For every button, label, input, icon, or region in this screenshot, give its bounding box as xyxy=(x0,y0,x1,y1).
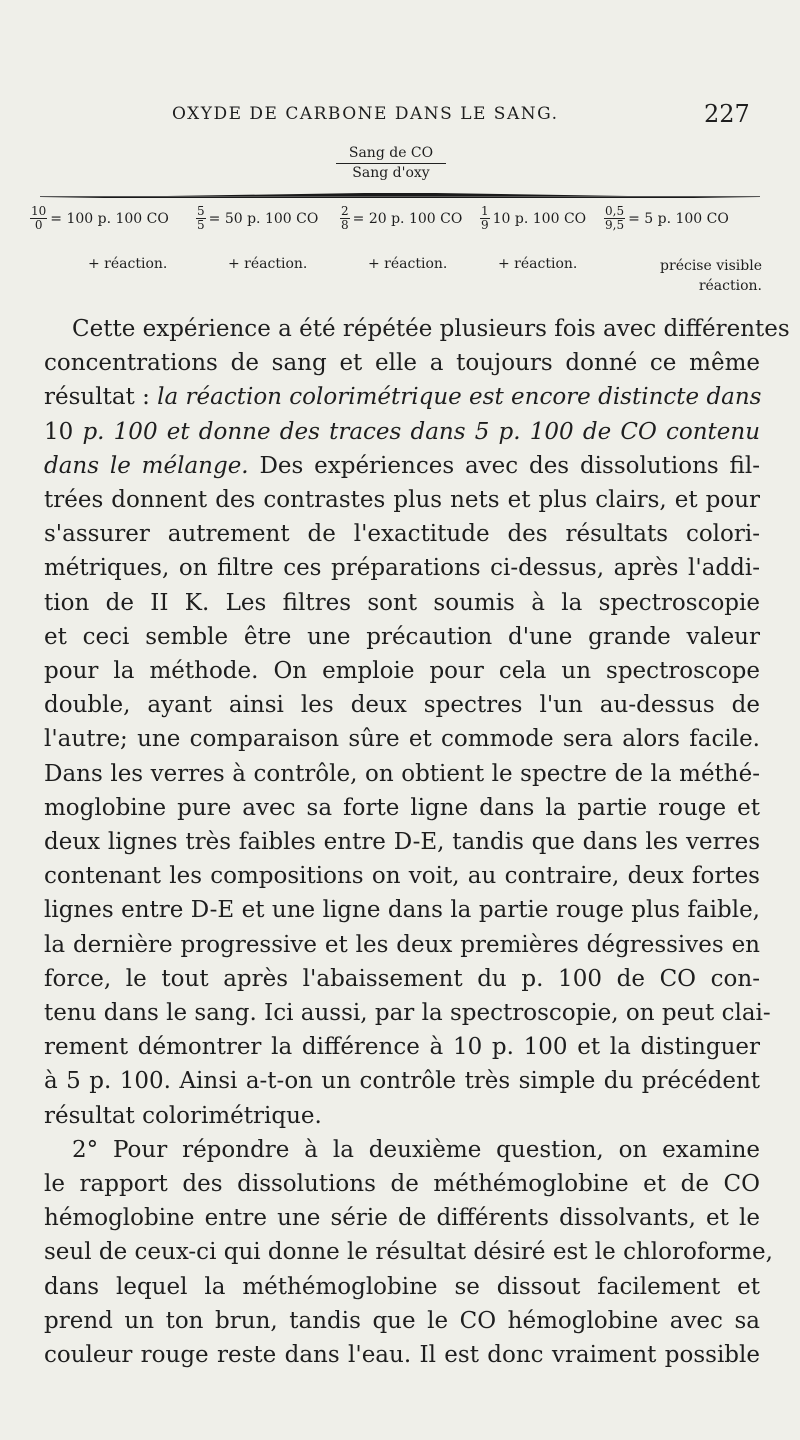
text-run: 10 xyxy=(44,418,83,445)
text-line: prend un ton brun, tandis que le CO hémoglobine avec sa xyxy=(44,1307,760,1334)
ratio-item xyxy=(604,205,729,232)
text-line: résultat colorimétrique. xyxy=(44,1102,322,1129)
ratio-fraction xyxy=(340,205,350,232)
fraction-numerator: 10 xyxy=(31,204,47,218)
text-line: trées donnent des contrastes plus nets et plus clairs, et pour xyxy=(44,487,760,514)
text-run: résultat : xyxy=(44,384,158,411)
text-line: contenant les compositions on voit, au contraire, deux fortes xyxy=(44,863,760,890)
italic-run: 100 et donne des traces dans 5 xyxy=(104,418,499,445)
text-line: couleur rouge reste dans l'eau. Il est donc vraiment possible xyxy=(44,1342,760,1369)
ratio-text: 10 p. 100 CO xyxy=(492,210,587,227)
text-line: dans lequel la méthémoglobine se dissout facilement et xyxy=(44,1273,760,1300)
ratio-fraction xyxy=(30,205,47,232)
text-line: Dans les verres à contrôle, on obtient le spectre de la méthé- xyxy=(44,760,760,787)
text-line: concentrations de sang et elle a toujours donné ce même xyxy=(44,350,760,377)
fraction-numerator: 2 xyxy=(341,204,349,218)
reaction-label: + réaction. xyxy=(228,256,308,272)
text-line: deux lignes très faibles entre D-E, tandis que dans les verres xyxy=(44,829,760,856)
italic-run: p. xyxy=(498,418,521,445)
ratio-row xyxy=(30,205,770,255)
reaction-last-line: réaction. xyxy=(698,278,762,294)
reaction-label: + réaction. xyxy=(88,256,168,272)
text-line xyxy=(44,415,760,449)
reaction-last-line: précise visible xyxy=(660,258,762,274)
ratio-text: = 100 p. 100 CO xyxy=(50,210,169,227)
ratio-text: = 50 p. 100 CO xyxy=(208,210,319,227)
text-line: à 5 p. 100. Ainsi a-t-on un contrôle très simple du précédent xyxy=(44,1068,760,1095)
ratio-item xyxy=(340,205,462,232)
text-line: force, le tout après l'abaissement du p. 100 de CO con- xyxy=(44,965,760,992)
running-title: OXYDE DE CARBONE DANS LE SANG. xyxy=(172,104,559,124)
text-line: et ceci semble être une précaution d'une grande valeur xyxy=(44,623,760,650)
ratio-fraction xyxy=(480,205,490,232)
text-line: métriques, on filtre ces préparations ci-dessus, après l'addi- xyxy=(44,555,760,582)
text-line: Cette expérience a été répétée plusieurs fois avec différentes xyxy=(72,316,790,342)
text-line: la dernière progressive et les deux premières dégressives en xyxy=(44,931,760,958)
reaction-label-last xyxy=(632,256,762,296)
ratio-header-denominator: Sang d'oxy xyxy=(352,165,430,181)
italic-run: dans le mélange. xyxy=(44,452,249,479)
ratio-header xyxy=(336,144,446,182)
ratio-text: = 20 p. 100 CO xyxy=(352,210,463,227)
italic-run: p. xyxy=(82,418,105,445)
fraction-denominator: 8 xyxy=(341,218,349,232)
text-run: Des expériences avec des dissolutions fil- xyxy=(248,452,760,479)
rule-line xyxy=(40,196,760,197)
text-line: tenu dans le sang. Ici aussi, par la spectroscopie, on peut clai- xyxy=(44,1000,771,1027)
text-line: rement démontrer la différence à 10 p. 100 et la distinguer xyxy=(44,1034,760,1061)
italic-run: 100 de CO contenu xyxy=(520,418,761,445)
reaction-label: + réaction. xyxy=(498,256,578,272)
ratio-text: = 5 p. 100 CO xyxy=(628,210,729,227)
page-number: 227 xyxy=(704,100,750,128)
fraction-denominator: 9 xyxy=(481,218,489,232)
text-line: pour la méthode. On emploie pour cela un spectroscope xyxy=(44,658,760,685)
text-line: le rapport des dissolutions de méthémoglobine et de CO xyxy=(44,1171,760,1198)
text-line xyxy=(44,449,760,483)
text-line: l'autre; une comparaison sûre et commode sera alors facile. xyxy=(44,726,760,753)
reaction-label: + réaction. xyxy=(368,256,448,272)
fraction-denominator: 5 xyxy=(197,218,205,232)
text-line: lignes entre D-E et une ligne dans la partie rouge plus faible, xyxy=(44,897,760,924)
italic-run: la réaction colorimétrique est encore distincte dans xyxy=(157,384,762,411)
ratio-fraction xyxy=(604,205,625,232)
fraction-denominator: 9,5 xyxy=(605,218,625,232)
text-line: moglobine pure avec sa forte ligne dans la partie rouge et xyxy=(44,794,760,821)
text-line: seul de ceux-ci qui donne le résultat désiré est le chloroforme, xyxy=(44,1239,773,1266)
text-line: tion de II K. Les filtres sont soumis à la spectroscopie xyxy=(44,589,760,616)
text-line: s'assurer autrement de l'exactitude des résultats colori- xyxy=(44,521,760,548)
text-line xyxy=(44,380,760,414)
fraction-denominator: 0 xyxy=(34,218,43,232)
text-line: double, ayant ainsi les deux spectres l'un au-dessus de xyxy=(44,692,760,719)
text-line: hémoglobine entre une série de différents dissolvants, et le xyxy=(44,1205,760,1232)
fraction-numerator: 5 xyxy=(197,204,205,218)
fraction-numerator: 0,5 xyxy=(605,204,625,218)
ratio-item xyxy=(196,205,318,232)
ratio-header-numerator: Sang de CO xyxy=(336,144,446,164)
ratio-fraction xyxy=(196,205,206,232)
fraction-numerator: 1 xyxy=(481,204,489,218)
body-text xyxy=(44,312,790,1372)
text-line: 2° Pour répondre à la deuxième question, on examine xyxy=(72,1136,760,1163)
ratio-item xyxy=(480,205,586,232)
ratio-item xyxy=(30,205,169,232)
